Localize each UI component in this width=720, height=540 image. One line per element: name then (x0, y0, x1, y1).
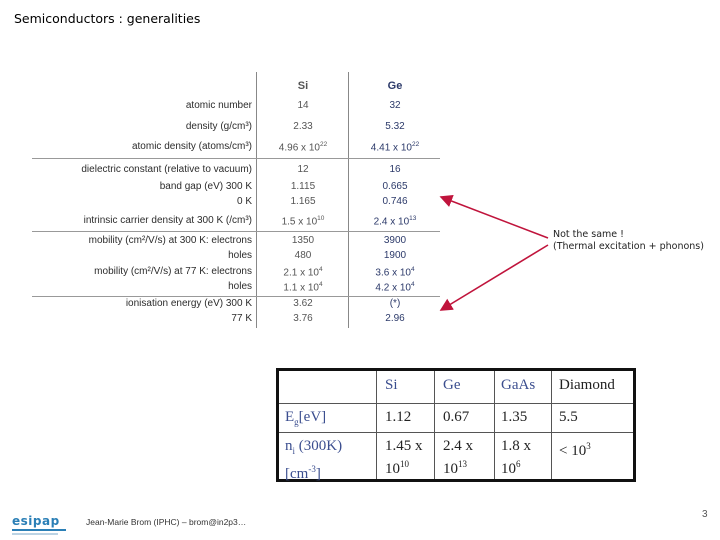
arrow-to-carrier-density (441, 197, 548, 238)
header-si: Si (297, 80, 309, 92)
intrinsic-diamond: < $10^3$ (559, 441, 591, 459)
ge-value: 32 (389, 100, 401, 111)
si-value: 480 (294, 250, 312, 261)
ge-value: 2.96 (385, 313, 405, 324)
page-number: 3 (702, 509, 708, 520)
si-value: 2.33 (293, 121, 313, 132)
row-label: intrinsic carrier density at 300 K (/cm³) (83, 215, 252, 226)
row-label: mobility (cm²/V/s) at 77 K: electrons (94, 266, 252, 277)
si-value: 3.76 (293, 313, 313, 324)
ge-value: 0.746 (382, 196, 408, 207)
ge-value: 16 (389, 164, 401, 175)
table-divider (494, 371, 495, 479)
esipap-logo: esipap (12, 514, 66, 535)
header-ge: Ge (443, 377, 461, 393)
row-label: density (g/cm³) (185, 121, 252, 132)
ge-value: 3.6 x $10^4$ (375, 266, 415, 279)
bandgap-diamond: 5.5 (559, 409, 578, 425)
si-value: 2.1 x $10^4$ (283, 266, 323, 279)
arrow-to-ionisation-energy (441, 245, 548, 310)
header-ge: Ge (387, 80, 403, 92)
si-value: 1.1 x $10^4$ (283, 281, 323, 294)
ge-value: 1900 (383, 250, 407, 261)
row-label-intrinsic: $n_i$ (300K) $[cm^{-3}]$ (285, 438, 343, 482)
ge-value: 0.665 (382, 181, 408, 192)
footer-author: Jean-Marie Brom (IPHC) – brom@in2p3… (86, 517, 247, 527)
annotation-note (553, 229, 704, 253)
table-divider (279, 403, 633, 404)
intrinsic-ge: 2.4 x $10^{13}$ (443, 438, 473, 477)
bandgap-si: 1.12 (385, 409, 412, 425)
row-label: 0 K (236, 196, 252, 207)
row-label: ionisation energy (eV) 300 K (125, 298, 252, 309)
table-divider (434, 371, 435, 479)
ge-value: 4.2 x $10^4$ (375, 281, 415, 294)
ge-value: (*) (389, 298, 401, 309)
bandgap-table (276, 368, 636, 482)
table-divider (376, 371, 377, 479)
header-diamond: Diamond (559, 377, 615, 393)
row-label: holes (228, 281, 252, 292)
note-line: Not the same ! (553, 229, 624, 240)
row-label: mobility (cm²/V/s) at 300 K: electrons (88, 235, 252, 246)
si-value: 1350 (291, 235, 315, 246)
ge-value: 2.4 x $10^{13}$ (373, 215, 417, 228)
row-label: holes (228, 250, 252, 261)
row-label: band gap (eV) 300 K (159, 181, 252, 192)
bandgap-ge: 0.67 (443, 409, 470, 425)
ge-value: 3900 (383, 235, 407, 246)
row-label: atomic number (185, 100, 252, 111)
si-value: 14 (297, 100, 309, 111)
si-value: 3.62 (293, 298, 313, 309)
row-label-bandgap: $E_g[eV]$ (285, 409, 327, 427)
si-value: 12 (297, 164, 309, 175)
si-value: 1.115 (290, 181, 316, 192)
ge-value: 4.41 x $10^{22}$ (370, 141, 420, 154)
intrinsic-gaas: 1.8 x $10^6$ (501, 438, 531, 477)
si-value: 4.96 x $10^{22}$ (278, 141, 328, 154)
bandgap-gaas: 1.35 (501, 409, 528, 425)
si-value: 1.5 x $10^{10}$ (281, 215, 325, 228)
row-label: atomic density (atoms/cm³) (131, 141, 252, 152)
row-label: 77 K (231, 313, 252, 324)
note-line: (Thermal excitation + phonons) (553, 241, 704, 252)
header-si: Si (385, 377, 398, 393)
slide-title: Semiconductors : generalities (14, 11, 201, 26)
ge-value: 5.32 (385, 121, 405, 132)
header-gaas: GaAs (501, 377, 536, 393)
table-divider (279, 432, 633, 433)
table-divider (551, 371, 552, 479)
intrinsic-si: 1.45 x $10^{10}$ (385, 438, 423, 477)
row-label: dielectric constant (relative to vacuum) (81, 164, 252, 175)
si-value: 1.165 (290, 196, 316, 207)
